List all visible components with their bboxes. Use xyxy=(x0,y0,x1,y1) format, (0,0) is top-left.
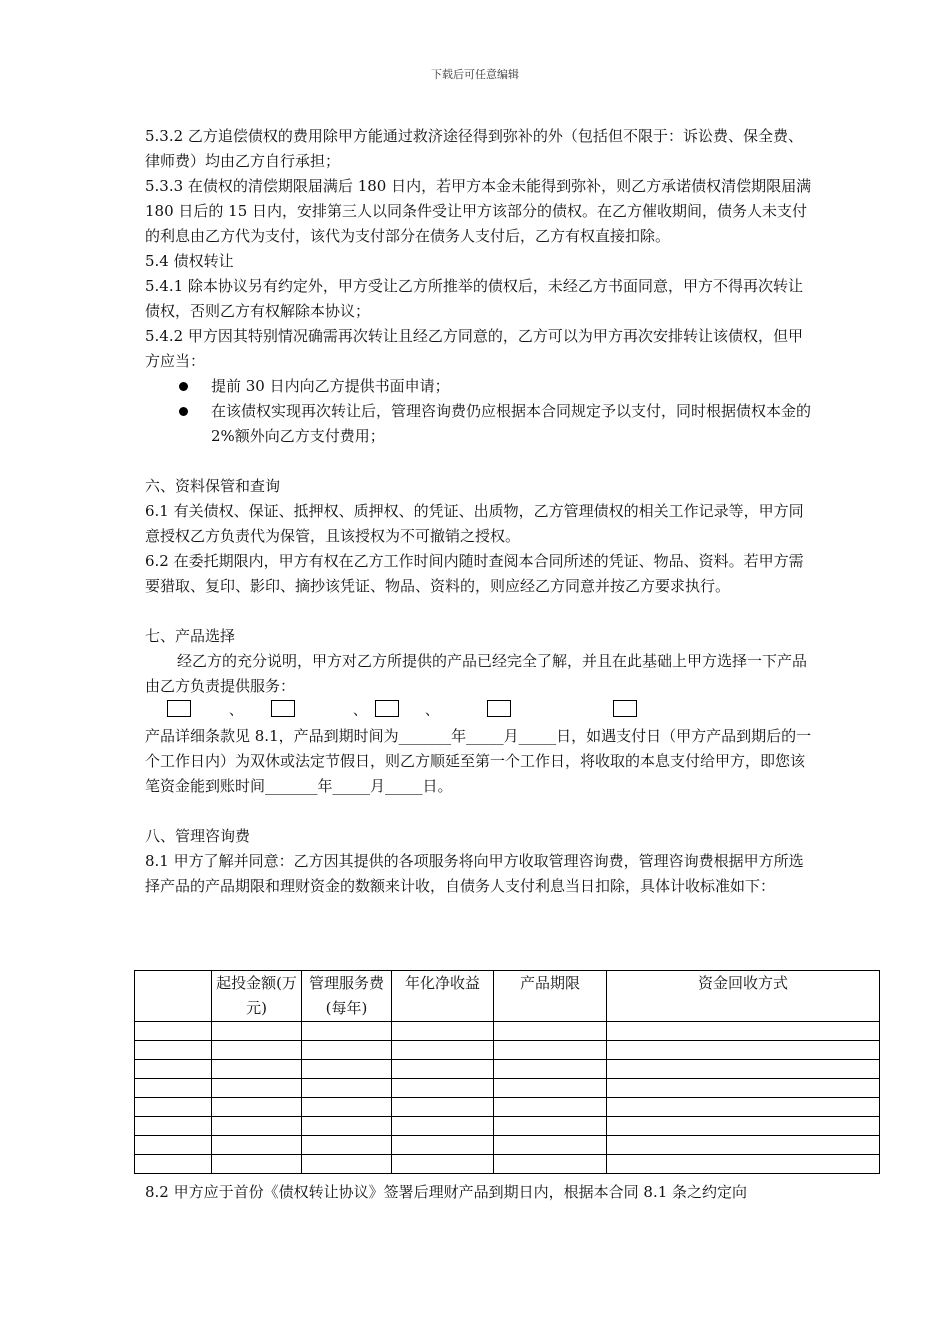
table-cell[interactable] xyxy=(212,1022,302,1041)
table-cell[interactable] xyxy=(135,1117,212,1136)
spacer xyxy=(145,799,815,824)
header-cell: 起投金额(万元) xyxy=(212,971,302,1022)
clause-5-4-2: 5.4.2 甲方因其特别情况确需再次转让且经乙方同意的，乙方可以为甲方再次安排转让该债权，但甲方应当： xyxy=(145,327,803,370)
table-cell[interactable] xyxy=(607,1155,880,1174)
product-checkbox-3[interactable] xyxy=(375,700,399,717)
bullet-icon xyxy=(179,407,188,416)
table-cell[interactable] xyxy=(135,1060,212,1079)
header-cell: 资金回收方式 xyxy=(607,971,880,1022)
table-cell[interactable] xyxy=(392,1155,494,1174)
table-cell[interactable] xyxy=(607,1022,880,1041)
table-cell[interactable] xyxy=(135,1155,212,1174)
product-checkbox-4[interactable] xyxy=(487,700,511,717)
table-row xyxy=(135,1117,880,1136)
table-cell[interactable] xyxy=(607,1136,880,1155)
table-cell[interactable] xyxy=(392,1136,494,1155)
section-5-4-heading: 5.4 债权转让 xyxy=(145,252,234,270)
table-cell[interactable] xyxy=(494,1041,607,1060)
bullet-item-1 xyxy=(145,374,815,399)
table-cell[interactable] xyxy=(302,1136,392,1155)
header-cell: 管理服务费(每年) xyxy=(302,971,392,1022)
section-6-heading: 六、资料保管和查询 xyxy=(145,477,281,495)
table-cell[interactable] xyxy=(135,1136,212,1155)
separator: 、 xyxy=(353,703,367,719)
table-row xyxy=(135,1098,880,1117)
spacer xyxy=(145,449,815,474)
header-cell: 产品期限 xyxy=(494,971,607,1022)
table-cell[interactable] xyxy=(212,1117,302,1136)
spacer xyxy=(145,599,815,624)
table-cell[interactable] xyxy=(392,1079,494,1098)
clause-8-1: 8.1 甲方了解并同意：乙方因其提供的各项服务将向甲方收取管理咨询费，管理咨询费根据甲方所选择产品的产品期限和理财资金的数额来计收，自债务人支付利息当日扣除，具体计收标准如下： xyxy=(145,852,804,895)
table-row xyxy=(135,1079,880,1098)
bullet-text-2: 在该债权实现再次转让后，管理咨询费仍应根据本合同规定予以支付，同时根据债权本金的 2%额外向乙方支付费用； xyxy=(211,402,812,445)
clause-8-2: 8.2 甲方应于首份《债权转让协议》签署后理财产品到期日内，根据本合同 8.1 条之约定向 xyxy=(145,1183,748,1201)
table-cell[interactable] xyxy=(392,1022,494,1041)
clause-8-2-container xyxy=(145,1180,815,1205)
header-cell xyxy=(135,971,212,1022)
product-checkbox-row xyxy=(145,699,815,724)
clause-5-3-2: 5.3.2 乙方追偿债权的费用除甲方能通过救济途径得到弥补的外（包括但不限于：诉讼费、保全费、律师费）均由乙方自行承担； xyxy=(145,127,803,170)
table-cell[interactable] xyxy=(302,1022,392,1041)
table-cell[interactable] xyxy=(494,1079,607,1098)
product-checkbox-1[interactable] xyxy=(167,700,191,717)
table-cell[interactable] xyxy=(494,1136,607,1155)
table-cell[interactable] xyxy=(212,1136,302,1155)
product-checkbox-2[interactable] xyxy=(271,700,295,717)
table-cell[interactable] xyxy=(302,1155,392,1174)
table-cell[interactable] xyxy=(212,1098,302,1117)
table-row xyxy=(135,1155,880,1174)
table-cell[interactable] xyxy=(302,1079,392,1098)
table-cell[interactable] xyxy=(494,1117,607,1136)
bullet-item-2 xyxy=(145,399,815,449)
table-cell[interactable] xyxy=(607,1117,880,1136)
table-cell[interactable] xyxy=(607,1079,880,1098)
clause-6-1: 6.1 有关债权、保证、抵押权、质押权、的凭证、出质物，乙方管理债权的相关工作记录等，甲方同意授权乙方负责代为保管，且该授权为不可撤销之授权。 xyxy=(145,502,804,545)
table-cell[interactable] xyxy=(392,1060,494,1079)
table-row xyxy=(135,1022,880,1041)
table-cell[interactable] xyxy=(494,1022,607,1041)
table-cell[interactable] xyxy=(392,1098,494,1117)
bullet-text-1: 提前 30 日内向乙方提供书面申请； xyxy=(211,377,450,395)
table-cell[interactable] xyxy=(607,1041,880,1060)
document-body xyxy=(145,124,815,899)
table-cell[interactable] xyxy=(302,1098,392,1117)
page-header-note: 下载后可任意编辑 xyxy=(431,68,519,81)
table-cell[interactable] xyxy=(135,1041,212,1060)
table-cell[interactable] xyxy=(302,1041,392,1060)
clause-7-details: 产品详细条款见 8.1，产品到期时间为_______年_____月_____日，如遇支付日（甲方产品到期后的一个工作日内）为双休或法定节假日，则乙方顺延至第一个工作日，将收取的本息支付给甲方，即您该笔资金能到账时间_______年_____月_____日。 xyxy=(145,727,812,795)
fee-table xyxy=(134,970,880,1174)
table-cell[interactable] xyxy=(212,1155,302,1174)
table-cell[interactable] xyxy=(607,1098,880,1117)
table-cell[interactable] xyxy=(494,1060,607,1079)
bullet-icon xyxy=(179,382,188,391)
separator: 、 xyxy=(229,703,243,719)
header-cell: 年化净收益 xyxy=(392,971,494,1022)
section-7-heading: 七、产品选择 xyxy=(145,627,236,645)
table-cell[interactable] xyxy=(302,1117,392,1136)
table-cell[interactable] xyxy=(302,1060,392,1079)
fee-table-header-row xyxy=(135,971,880,1022)
table-cell[interactable] xyxy=(607,1060,880,1079)
table-cell[interactable] xyxy=(135,1079,212,1098)
table-row xyxy=(135,1060,880,1079)
table-cell[interactable] xyxy=(212,1060,302,1079)
clause-7-intro: 经乙方的充分说明，甲方对乙方所提供的产品已经完全了解，并且在此基础上甲方选择一下产品由乙方负责提供服务： xyxy=(145,652,808,695)
table-cell[interactable] xyxy=(494,1098,607,1117)
table-row xyxy=(135,1136,880,1155)
separator: 、 xyxy=(425,703,439,719)
table-cell[interactable] xyxy=(135,1098,212,1117)
table-cell[interactable] xyxy=(212,1041,302,1060)
table-cell[interactable] xyxy=(135,1022,212,1041)
table-cell[interactable] xyxy=(392,1041,494,1060)
table-row xyxy=(135,1041,880,1060)
clause-5-3-3: 5.3.3 在债权的清偿期限届满后 180 日内，若甲方本金未能得到弥补，则乙方承诺债权清偿期限届满 180 日后的 15 日内，安排第三人以同条件受让甲方该部分的债权。在乙方催收期间，债务人未支付的利息由乙方代为支付，该代为支付部分在债务人支付后，乙方有权直接扣除。 xyxy=(145,177,812,245)
clause-5-4-1: 5.4.1 除本协议另有约定外，甲方受让乙方所推举的债权后，未经乙方书面同意，甲方不得再次转让债权，否则乙方有权解除本协议； xyxy=(145,277,803,320)
product-checkbox-5[interactable] xyxy=(613,700,637,717)
clause-6-2: 6.2 在委托期限内，甲方有权在乙方工作时间内随时查阅本合同所述的凭证、物品、资料。若甲方需要猎取、复印、影印、摘抄该凭证、物品、资料的，则应经乙方同意并按乙方要求执行。 xyxy=(145,552,804,595)
section-8-heading: 八、管理咨询费 xyxy=(145,827,251,845)
table-cell[interactable] xyxy=(392,1117,494,1136)
table-cell[interactable] xyxy=(494,1155,607,1174)
table-cell[interactable] xyxy=(212,1079,302,1098)
